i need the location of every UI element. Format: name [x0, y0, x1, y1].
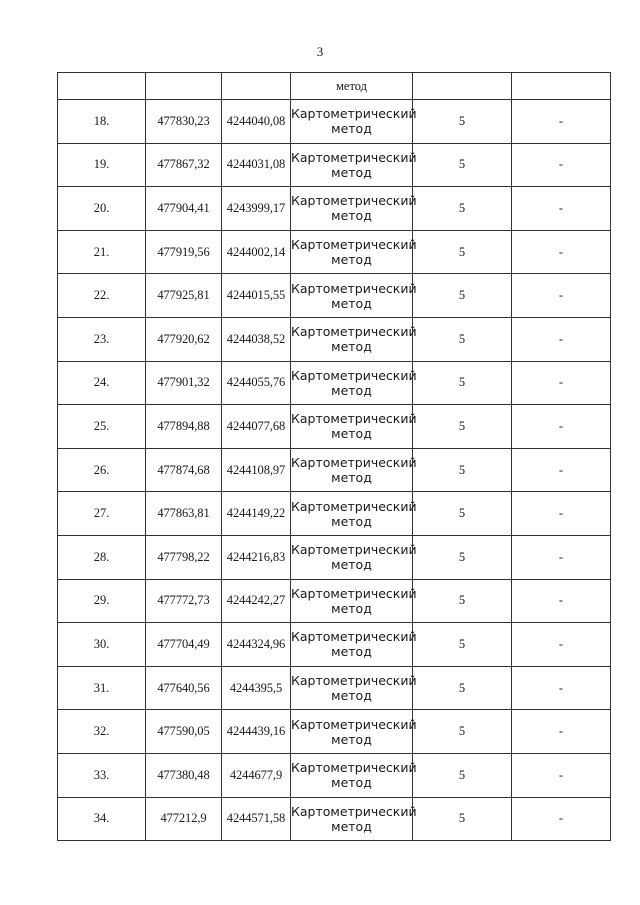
y-coordinate-cell: 4244015,55 [222, 274, 291, 318]
accuracy-cell: 5 [413, 753, 512, 797]
y-coordinate-cell: 4244002,14 [222, 230, 291, 274]
accuracy-cell: 5 [413, 274, 512, 318]
method-line-2: метод [331, 208, 372, 224]
accuracy-cell: 5 [413, 710, 512, 754]
table-row [58, 317, 611, 361]
x-coordinate-cell: 477919,56 [146, 230, 222, 274]
x-coordinate-cell: 477830,23 [146, 100, 222, 144]
point-number-cell: 18. [58, 100, 146, 144]
note-cell: - [512, 753, 611, 797]
method-line-1: Картометрический [291, 280, 417, 296]
point-number-cell: 24. [58, 361, 146, 405]
accuracy-cell: 5 [413, 361, 512, 405]
x-coordinate-cell: 477920,62 [146, 317, 222, 361]
note-cell: - [512, 535, 611, 579]
method-line-2: метод [331, 426, 372, 442]
accuracy-cell [413, 73, 512, 100]
method-line-1: Картометрический [291, 367, 417, 383]
table-row [58, 448, 611, 492]
accuracy-cell: 5 [413, 535, 512, 579]
method-line-1: Картометрический [291, 498, 417, 514]
point-number-cell: 20. [58, 187, 146, 231]
note-cell [512, 73, 611, 100]
method-cell [291, 797, 417, 841]
y-coordinate-cell: 4244395,5 [222, 666, 291, 710]
continuation-row [58, 73, 611, 100]
method-line-1: Картометрический [291, 585, 417, 601]
table-row [58, 187, 611, 231]
x-coordinate-cell: 477894,88 [146, 405, 222, 449]
method-line-2: метод [331, 252, 372, 268]
y-coordinate-cell: 4244055,76 [222, 361, 291, 405]
point-number-cell: 32. [58, 710, 146, 754]
method-line-1: Картометрический [291, 455, 417, 471]
method-line-2: метод [331, 731, 372, 747]
method-cell [291, 100, 417, 144]
note-cell: - [512, 666, 611, 710]
method-line-1: Картометрический [291, 629, 417, 645]
point-number-cell: 19. [58, 143, 146, 187]
method-cell: метод [291, 73, 413, 100]
page-number: 3 [316, 44, 324, 59]
point-number-cell: 30. [58, 623, 146, 667]
y-coordinate-cell: 4244439,16 [222, 710, 291, 754]
note-cell: - [512, 361, 611, 405]
x-coordinate-cell: 477212,9 [146, 797, 222, 841]
method-line-1: Картометрический [291, 411, 417, 427]
note-cell: - [512, 143, 611, 187]
note-cell: - [512, 187, 611, 231]
note-cell: - [512, 317, 611, 361]
method-cell [291, 492, 417, 536]
table-row [58, 405, 611, 449]
accuracy-cell: 5 [413, 797, 512, 841]
accuracy-cell: 5 [413, 448, 512, 492]
method-cell [291, 187, 417, 231]
note-cell: - [512, 100, 611, 144]
method-line-2: метод [331, 688, 372, 704]
method-line-1: Картометрический [291, 237, 417, 253]
note-cell: - [512, 230, 611, 274]
method-cell [291, 579, 417, 623]
method-cell [291, 361, 417, 405]
point-number-cell: 26. [58, 448, 146, 492]
table-row [58, 535, 611, 579]
y-coordinate-cell: 4244108,97 [222, 448, 291, 492]
method-line-1: Картометрический [291, 673, 417, 689]
method-line-2: метод [331, 644, 372, 660]
table-row [58, 274, 611, 318]
point-number-cell: 23. [58, 317, 146, 361]
method-line-2: метод [331, 600, 372, 616]
x-coordinate-cell: 477590,05 [146, 710, 222, 754]
table-row [58, 797, 611, 841]
method-line-1: Картометрический [291, 106, 417, 122]
note-cell: - [512, 492, 611, 536]
accuracy-cell: 5 [413, 579, 512, 623]
accuracy-cell: 5 [413, 405, 512, 449]
method-cell [291, 143, 417, 187]
x-coordinate-cell: 477925,81 [146, 274, 222, 318]
accuracy-cell: 5 [413, 666, 512, 710]
y-coordinate-cell: 4244077,68 [222, 405, 291, 449]
method-line-2: метод [331, 164, 372, 180]
method-line-1: Картометрический [291, 803, 417, 819]
y-coordinate-cell: 4244677,9 [222, 753, 291, 797]
x-coordinate-cell: 477874,68 [146, 448, 222, 492]
point-number-cell: 22. [58, 274, 146, 318]
method-cell [291, 230, 417, 274]
note-cell: - [512, 274, 611, 318]
x-coordinate-cell: 477798,22 [146, 535, 222, 579]
method-cell [291, 535, 417, 579]
y-coordinate-cell: 4244216,83 [222, 535, 291, 579]
x-coordinate-cell: 477904,41 [146, 187, 222, 231]
y-coordinate-cell: 4244571,58 [222, 797, 291, 841]
method-line-1: Картометрический [291, 193, 417, 209]
note-cell: - [512, 797, 611, 841]
note-cell: - [512, 448, 611, 492]
point-number-cell: 27. [58, 492, 146, 536]
accuracy-cell: 5 [413, 187, 512, 231]
x-coordinate-cell: 477640,56 [146, 666, 222, 710]
coordinates-table [57, 72, 611, 841]
method-line-1: Картометрический [291, 149, 417, 165]
accuracy-cell: 5 [413, 317, 512, 361]
accuracy-cell: 5 [413, 143, 512, 187]
method-line-1: Картометрический [291, 716, 417, 732]
y-coordinate-cell: 4244040,08 [222, 100, 291, 144]
y-coordinate-cell: 4244038,52 [222, 317, 291, 361]
accuracy-cell: 5 [413, 492, 512, 536]
y-coordinate-cell: 4244242,27 [222, 579, 291, 623]
x-coordinate-cell: 477901,32 [146, 361, 222, 405]
method-line-2: метод [331, 775, 372, 791]
table-row [58, 492, 611, 536]
method-cell [291, 753, 417, 797]
table-row [58, 753, 611, 797]
method-line-2: метод [331, 295, 372, 311]
method-cell [291, 666, 417, 710]
note-cell: - [512, 579, 611, 623]
table-row [58, 579, 611, 623]
point-number-cell [58, 73, 146, 100]
y-coordinate-cell: 4244031,08 [222, 143, 291, 187]
method-cell [291, 710, 417, 754]
point-number-cell: 31. [58, 666, 146, 710]
method-line-1: Картометрический [291, 542, 417, 558]
method-line-2: метод [331, 818, 372, 834]
x-coordinate-cell: 477380,48 [146, 753, 222, 797]
y-coordinate-cell: 4244149,22 [222, 492, 291, 536]
point-number-cell: 21. [58, 230, 146, 274]
table-row [58, 100, 611, 144]
note-cell: - [512, 710, 611, 754]
method-line-2: метод [331, 470, 372, 486]
point-number-cell: 28. [58, 535, 146, 579]
table-row [58, 710, 611, 754]
x-coordinate-cell: 477704,49 [146, 623, 222, 667]
coordinates-table-body [58, 73, 611, 841]
x-coordinate-cell: 477867,32 [146, 143, 222, 187]
note-cell: - [512, 623, 611, 667]
table-row [58, 666, 611, 710]
method-cell [291, 623, 417, 667]
x-coordinate-cell: 477863,81 [146, 492, 222, 536]
accuracy-cell: 5 [413, 623, 512, 667]
point-number-cell: 34. [58, 797, 146, 841]
point-number-cell: 29. [58, 579, 146, 623]
y-coordinate-cell [222, 73, 291, 100]
y-coordinate-cell: 4244324,96 [222, 623, 291, 667]
accuracy-cell: 5 [413, 230, 512, 274]
method-line-1: Картометрический [291, 324, 417, 340]
method-line-2: метод [331, 557, 372, 573]
method-cell [291, 317, 417, 361]
table-row [58, 230, 611, 274]
method-line-1: Картометрический [291, 760, 417, 776]
method-line-2: метод [331, 513, 372, 529]
x-coordinate-cell [146, 73, 222, 100]
method-line-2: метод [331, 121, 372, 137]
point-number-cell: 25. [58, 405, 146, 449]
method-line-2: метод [331, 339, 372, 355]
point-number-cell: 33. [58, 753, 146, 797]
accuracy-cell: 5 [413, 100, 512, 144]
method-cell [291, 448, 417, 492]
note-cell: - [512, 405, 611, 449]
table-row [58, 143, 611, 187]
method-cell [291, 274, 417, 318]
table-row [58, 361, 611, 405]
x-coordinate-cell: 477772,73 [146, 579, 222, 623]
method-cell [291, 405, 417, 449]
y-coordinate-cell: 4243999,17 [222, 187, 291, 231]
method-line-2: метод [331, 382, 372, 398]
table-row [58, 623, 611, 667]
